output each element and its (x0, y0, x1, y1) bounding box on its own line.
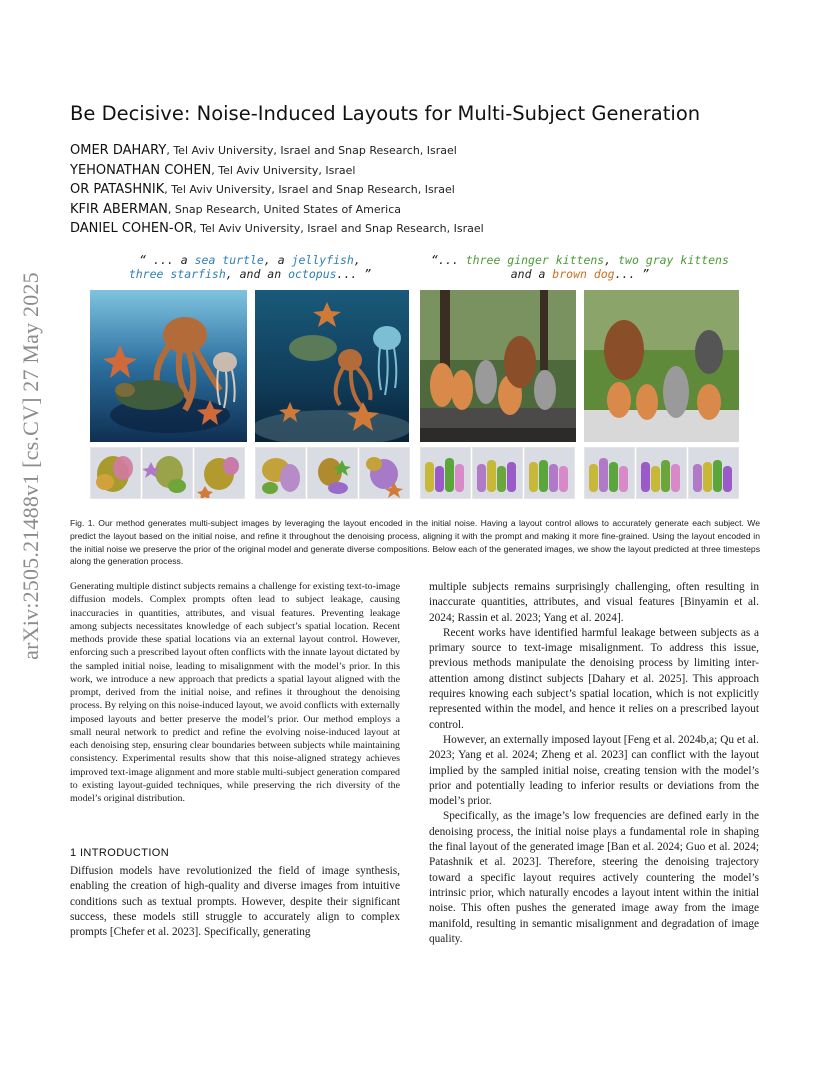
layout-thumbnail (688, 447, 739, 499)
layout-thumbnail (636, 447, 687, 499)
author-affiliation: , Tel Aviv University, Israel and Snap Research, Israel (166, 144, 457, 157)
subject-starfish: three starfish (128, 267, 226, 281)
subject-ginger-kittens: three ginger kittens (465, 253, 605, 267)
generated-image-ocean-1 (90, 290, 247, 442)
generated-image-kittens-1 (420, 290, 576, 442)
subject-brown-dog: brown dog (552, 267, 615, 281)
prompt-right (430, 253, 730, 281)
prompt-text: “... (431, 253, 466, 267)
intro-right-column (429, 580, 759, 947)
author-affiliation: , Tel Aviv University, Israel and Snap Research, Israel (193, 222, 484, 235)
prompt-text: , (604, 253, 619, 267)
layout-thumbnail (307, 447, 358, 499)
paper-title: Be Decisive: Noise-Induced Layouts for Multi-Subject Generation (70, 102, 701, 125)
author-name: KFIR ABERMAN (70, 201, 168, 217)
author-affiliation: , Snap Research, United States of America (167, 202, 401, 216)
section-heading: 1 INTRODUCTION (70, 847, 170, 859)
subject-jellyfish: jellyfish (291, 253, 354, 267)
abstract: Generating multiple distinct subjects remains a challenge for existing text-to-image diffusion models. Complex prompts often lead to subject leakage, causing inaccuracies in quantities, attributes, and visual features. Preventing leakage among subjects necessitates knowledge of each subject’s spatial location. Recent methods provide these spatial locations via an external layout control. However, enforcing such a prescribed layout often conflicts with the innate layout dictated by the sampled initial noise, leading to misalignment with the model’s prior. In this work, we introduce a new approach that predicts a spatial layout aligned with the prompt, derived from the initial noise, and refines it throughout the denoising process. By relying on this noise-induced layout, we avoid conflicts with externally imposed layouts and better preserve the model’s prior. Our method employs a small neural network to predict and refine the evolving noise-induced layout at each denoising step, ensuring clear boundaries between subjects while maintaining consistency. Experimental results show that this noise-aligned strategy achieves improved text-image alignment and more stable multi-subject generation compared to existing layout-guided techniques, while preserving the rich diversity of the model’s original distribution. (70, 581, 400, 804)
prompt-text: , a (263, 253, 292, 267)
author-line (70, 219, 484, 239)
arxiv-stamp-text: arXiv:2505.21488v1 [cs.CV] 27 May 2025 (18, 272, 43, 660)
author-affiliation: , Tel Aviv University, Israel and Snap Research, Israel (164, 183, 455, 196)
generated-image-ocean-2 (255, 290, 409, 442)
prompt-text: and a (510, 267, 553, 281)
layout-thumbnail (359, 447, 410, 499)
subject-gray-kittens: two gray kittens (618, 253, 729, 267)
prompt-text: ... ” (336, 267, 372, 281)
intro-left-column (70, 864, 400, 940)
paragraph: Specifically, as the image’s low frequencies are defined early in the denoising process, the initial noise plays a fundamental role in shaping the final layout of the generated image [Ban et al. 2024; Guo et al. 2024; Patashnik et al. 2023]. Therefore, steering the denoising trajectory toward a specific layout requires actively countering the model’s intrinsic prior, which naturally encodes a layout intent within the initial noise. This often pushes the generated image away from the image manifold, resulting in semantic misalignment and degradation of image quality. (429, 810, 759, 945)
arxiv-stamp (14, 272, 48, 660)
layout-thumbnail (90, 447, 141, 499)
paragraph: Diffusion models have revolutionized the field of image synthesis, enabling the creation of high-quality and diverse images from intuitive conditions such as textual prompts. However, despite their significant success, these models still struggle to accurately align to complex prompts [Chefer et al. 2023]. Specifically, generating (70, 865, 400, 939)
author-affiliation: , Tel Aviv University, Israel (211, 163, 356, 177)
layout-thumbnail (255, 447, 306, 499)
paragraph: Recent works have identified harmful leakage between subjects as a primary source to text-image misalignment. To address this issue, previous methods manipulate the denoising process by limiting inter-attention among distinct subjects [Dahary et al. 2025]. This approach requires knowing each subject’s spatial location, which is not explicitly represented within the model, and hence it relies on a prescribed layout control. (429, 626, 759, 731)
author-name: DANIEL COHEN-OR (70, 221, 194, 236)
generated-image-kittens-2 (584, 290, 739, 442)
author-name: OR PATASHNIK (70, 182, 165, 197)
author-name: YEHONATHAN COHEN (70, 162, 212, 178)
layout-thumbnail (142, 447, 193, 499)
prompt-left (120, 253, 380, 281)
prompt-text: “ ... a (139, 253, 195, 267)
figure-caption: Fig. 1. Our method generates multi-subject images by leveraging the layout encoded in the initial noise. Having a layout control allows to accurately generate each subject. We predict the layout based on the initial noise, and refine it throughout the denoising process, aligning it with the prompt and making it more fine-grained. Using the layout encoded in the initial noise we preserve the prior of the original model and generate diverse compositions. Below each of the generated images, we show the layout predicted at three timesteps along the generation process. (70, 518, 760, 567)
prompt-text: , and an (225, 267, 289, 281)
layout-thumbnail (524, 447, 575, 499)
layout-thumbnail (584, 447, 635, 499)
subject-sea-turtle: sea turtle (194, 253, 264, 267)
author-line (70, 200, 484, 220)
paragraph: multiple subjects remains surprisingly challenging, often resulting in inaccurate quantities, attributes, and visual features [Binyamin et al. 2024; Rassin et al. 2023; Yang et al. 2024]. (429, 581, 759, 624)
author-line (70, 180, 484, 200)
subject-octopus: octopus (288, 267, 337, 281)
author-line (70, 141, 484, 161)
prompt-text: , (353, 253, 361, 267)
author-line (70, 161, 484, 181)
paragraph: However, an externally imposed layout [Feng et al. 2024b,a; Qu et al. 2023; Yang et al. 2024; Zheng et al. 2023] can conflict with the layout implied by the sampled initial noise, creating tension with the model’s prior and potentially leading to inferior results or deviations from the model’s prior. (429, 733, 759, 808)
author-list (70, 141, 484, 239)
layout-thumbnail (420, 447, 471, 499)
prompt-text: ... ” (614, 267, 650, 281)
author-name: OMER DAHARY (70, 143, 167, 158)
layout-thumbnail (472, 447, 523, 499)
layout-thumbnail (194, 447, 245, 499)
